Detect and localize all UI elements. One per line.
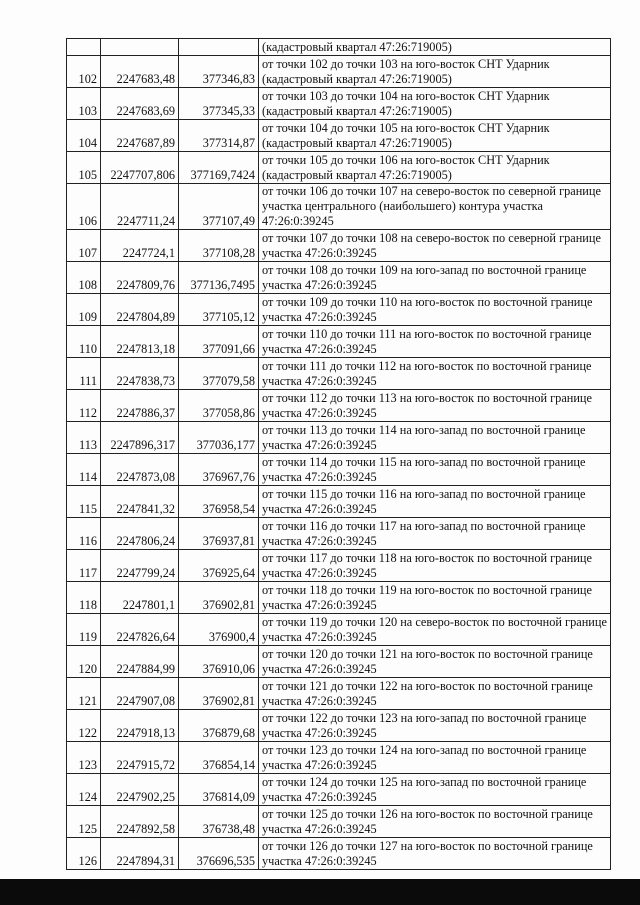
cell-y-coordinate: 377169,7424 xyxy=(179,152,259,184)
coordinates-table xyxy=(66,38,611,870)
scan-bottom-edge xyxy=(0,879,640,905)
cell-point-number: 109 xyxy=(67,294,101,326)
cell-description: от точки 109 до точки 110 на юго-восток по восточной границе участка 47:26:0:39245 xyxy=(259,294,611,326)
cell-x-coordinate: 2247809,76 xyxy=(101,262,179,294)
cell-x-coordinate: 2247918,13 xyxy=(101,710,179,742)
table-row xyxy=(67,262,611,294)
cell-x-coordinate: 2247892,58 xyxy=(101,806,179,838)
cell-description: от точки 115 до точки 116 на юго-запад по восточной границе участка 47:26:0:39245 xyxy=(259,486,611,518)
cell-x-coordinate: 2247707,806 xyxy=(101,152,179,184)
cell-y-coordinate: 377314,87 xyxy=(179,120,259,152)
cell-x-coordinate: 2247799,24 xyxy=(101,550,179,582)
cell-x-coordinate: 2247724,1 xyxy=(101,230,179,262)
cell-x-coordinate: 2247687,89 xyxy=(101,120,179,152)
cell-x-coordinate: 2247804,89 xyxy=(101,294,179,326)
cell-y-coordinate xyxy=(179,39,259,56)
cell-x-coordinate: 2247683,69 xyxy=(101,88,179,120)
cell-x-coordinate: 2247873,08 xyxy=(101,454,179,486)
cell-point-number: 126 xyxy=(67,838,101,870)
cell-y-coordinate: 376967,76 xyxy=(179,454,259,486)
cell-point-number: 107 xyxy=(67,230,101,262)
table-row xyxy=(67,294,611,326)
cell-description: от точки 121 до точки 122 на юго-восток по восточной границе участка 47:26:0:39245 xyxy=(259,678,611,710)
cell-x-coordinate: 2247902,25 xyxy=(101,774,179,806)
cell-point-number: 112 xyxy=(67,390,101,422)
cell-x-coordinate: 2247907,08 xyxy=(101,678,179,710)
table-row xyxy=(67,582,611,614)
cell-description: от точки 119 до точки 120 на северо-восток по восточной границе участка 47:26:0:39245 xyxy=(259,614,611,646)
cell-point-number: 125 xyxy=(67,806,101,838)
cell-description: от точки 104 до точки 105 на юго-восток СНТ Ударник (кадастровый квартал 47:26:719005) xyxy=(259,120,611,152)
table-row-continuation xyxy=(67,39,611,56)
cell-point-number xyxy=(67,39,101,56)
cell-point-number: 102 xyxy=(67,56,101,88)
cell-point-number: 113 xyxy=(67,422,101,454)
cell-point-number: 121 xyxy=(67,678,101,710)
cell-point-number: 122 xyxy=(67,710,101,742)
table-row xyxy=(67,774,611,806)
cell-y-coordinate: 377036,177 xyxy=(179,422,259,454)
cell-description: от точки 107 до точки 108 на северо-восток по северной границе участка 47:26:0:39245 xyxy=(259,230,611,262)
coordinates-table-body xyxy=(67,39,611,870)
cell-y-coordinate: 376902,81 xyxy=(179,582,259,614)
table-row xyxy=(67,486,611,518)
cell-description: от точки 124 до точки 125 на юго-запад по восточной границе участка 47:26:0:39245 xyxy=(259,774,611,806)
table-row xyxy=(67,550,611,582)
table-row xyxy=(67,838,611,870)
cell-point-number: 114 xyxy=(67,454,101,486)
cell-y-coordinate: 377058,86 xyxy=(179,390,259,422)
cell-y-coordinate: 376900,4 xyxy=(179,614,259,646)
cell-point-number: 115 xyxy=(67,486,101,518)
cell-point-number: 108 xyxy=(67,262,101,294)
cell-y-coordinate: 376854,14 xyxy=(179,742,259,774)
cell-x-coordinate: 2247894,31 xyxy=(101,838,179,870)
cell-x-coordinate: 2247711,24 xyxy=(101,184,179,230)
cell-y-coordinate: 377091,66 xyxy=(179,326,259,358)
cell-description: от точки 123 до точки 124 на юго-запад по восточной границе участка 47:26:0:39245 xyxy=(259,742,611,774)
table-row xyxy=(67,326,611,358)
cell-description: от точки 113 до точки 114 на юго-запад по восточной границе участка 47:26:0:39245 xyxy=(259,422,611,454)
cell-x-coordinate: 2247813,18 xyxy=(101,326,179,358)
cell-description: от точки 110 до точки 111 на юго-восток по восточной границе участка 47:26:0:39245 xyxy=(259,326,611,358)
cell-y-coordinate: 376902,81 xyxy=(179,678,259,710)
cell-description: от точки 114 до точки 115 на юго-запад по восточной границе участка 47:26:0:39245 xyxy=(259,454,611,486)
cell-x-coordinate: 2247806,24 xyxy=(101,518,179,550)
cell-description: от точки 108 до точки 109 на юго-запад по восточной границе участка 47:26:0:39245 xyxy=(259,262,611,294)
cell-x-coordinate: 2247884,99 xyxy=(101,646,179,678)
cell-point-number: 120 xyxy=(67,646,101,678)
table-row xyxy=(67,88,611,120)
cell-description: от точки 106 до точки 107 на северо-восток по северной границе участка центрального (наибольшего) контура участка 47:26:0:39245 xyxy=(259,184,611,230)
cell-y-coordinate: 377107,49 xyxy=(179,184,259,230)
cell-point-number: 118 xyxy=(67,582,101,614)
cell-x-coordinate xyxy=(101,39,179,56)
cell-point-number: 117 xyxy=(67,550,101,582)
cell-y-coordinate: 377345,33 xyxy=(179,88,259,120)
table-row xyxy=(67,518,611,550)
cell-description: от точки 118 до точки 119 на юго-восток по восточной границе участка 47:26:0:39245 xyxy=(259,582,611,614)
cell-point-number: 104 xyxy=(67,120,101,152)
table-row xyxy=(67,184,611,230)
cell-y-coordinate: 376925,64 xyxy=(179,550,259,582)
cell-y-coordinate: 376738,48 xyxy=(179,806,259,838)
table-row xyxy=(67,646,611,678)
table-row xyxy=(67,742,611,774)
cell-point-number: 123 xyxy=(67,742,101,774)
cell-y-coordinate: 377108,28 xyxy=(179,230,259,262)
cell-description: от точки 111 до точки 112 на юго-восток по восточной границе участка 47:26:0:39245 xyxy=(259,358,611,390)
table-row xyxy=(67,710,611,742)
table-row xyxy=(67,678,611,710)
cell-point-number: 110 xyxy=(67,326,101,358)
cell-description: от точки 126 до точки 127 на юго-восток по восточной границе участка 47:26:0:39245 xyxy=(259,838,611,870)
cell-point-number: 124 xyxy=(67,774,101,806)
cell-description: от точки 103 до точки 104 на юго-восток СНТ Ударник (кадастровый квартал 47:26:719005) xyxy=(259,88,611,120)
cell-description: от точки 105 до точки 106 на юго-восток СНТ Ударник (кадастровый квартал 47:26:719005) xyxy=(259,152,611,184)
cell-description: от точки 125 до точки 126 на юго-восток по восточной границе участка 47:26:0:39245 xyxy=(259,806,611,838)
cell-x-coordinate: 2247801,1 xyxy=(101,582,179,614)
cell-x-coordinate: 2247826,64 xyxy=(101,614,179,646)
table-row xyxy=(67,56,611,88)
cell-description: от точки 116 до точки 117 на юго-запад по восточной границе участка 47:26:0:39245 xyxy=(259,518,611,550)
cell-y-coordinate: 377079,58 xyxy=(179,358,259,390)
table-row xyxy=(67,390,611,422)
cell-description: от точки 120 до точки 121 на юго-восток по восточной границе участка 47:26:0:39245 xyxy=(259,646,611,678)
table-row xyxy=(67,230,611,262)
cell-point-number: 105 xyxy=(67,152,101,184)
table-row xyxy=(67,358,611,390)
cell-description: от точки 117 до точки 118 на юго-восток по восточной границе участка 47:26:0:39245 xyxy=(259,550,611,582)
cell-description: (кадастровый квартал 47:26:719005) xyxy=(259,39,611,56)
cell-y-coordinate: 377136,7495 xyxy=(179,262,259,294)
cell-y-coordinate: 376937,81 xyxy=(179,518,259,550)
cell-y-coordinate: 377105,12 xyxy=(179,294,259,326)
table-row xyxy=(67,120,611,152)
table-row xyxy=(67,422,611,454)
cell-y-coordinate: 376879,68 xyxy=(179,710,259,742)
cell-y-coordinate: 376958,54 xyxy=(179,486,259,518)
cell-y-coordinate: 376814,09 xyxy=(179,774,259,806)
cell-x-coordinate: 2247886,37 xyxy=(101,390,179,422)
cell-point-number: 111 xyxy=(67,358,101,390)
cell-description: от точки 102 до точки 103 на юго-восток СНТ Ударник (кадастровый квартал 47:26:719005) xyxy=(259,56,611,88)
cell-x-coordinate: 2247838,73 xyxy=(101,358,179,390)
table-row xyxy=(67,806,611,838)
table-row xyxy=(67,152,611,184)
table-row xyxy=(67,454,611,486)
cell-y-coordinate: 377346,83 xyxy=(179,56,259,88)
cell-point-number: 119 xyxy=(67,614,101,646)
cell-point-number: 116 xyxy=(67,518,101,550)
cell-point-number: 103 xyxy=(67,88,101,120)
cell-x-coordinate: 2247841,32 xyxy=(101,486,179,518)
cell-x-coordinate: 2247896,317 xyxy=(101,422,179,454)
cell-y-coordinate: 376696,535 xyxy=(179,838,259,870)
cell-point-number: 106 xyxy=(67,184,101,230)
cell-y-coordinate: 376910,06 xyxy=(179,646,259,678)
cell-description: от точки 112 до точки 113 на юго-восток по восточной границе участка 47:26:0:39245 xyxy=(259,390,611,422)
table-row xyxy=(67,614,611,646)
cell-x-coordinate: 2247915,72 xyxy=(101,742,179,774)
cell-x-coordinate: 2247683,48 xyxy=(101,56,179,88)
cell-description: от точки 122 до точки 123 на юго-запад по восточной границе участка 47:26:0:39245 xyxy=(259,710,611,742)
